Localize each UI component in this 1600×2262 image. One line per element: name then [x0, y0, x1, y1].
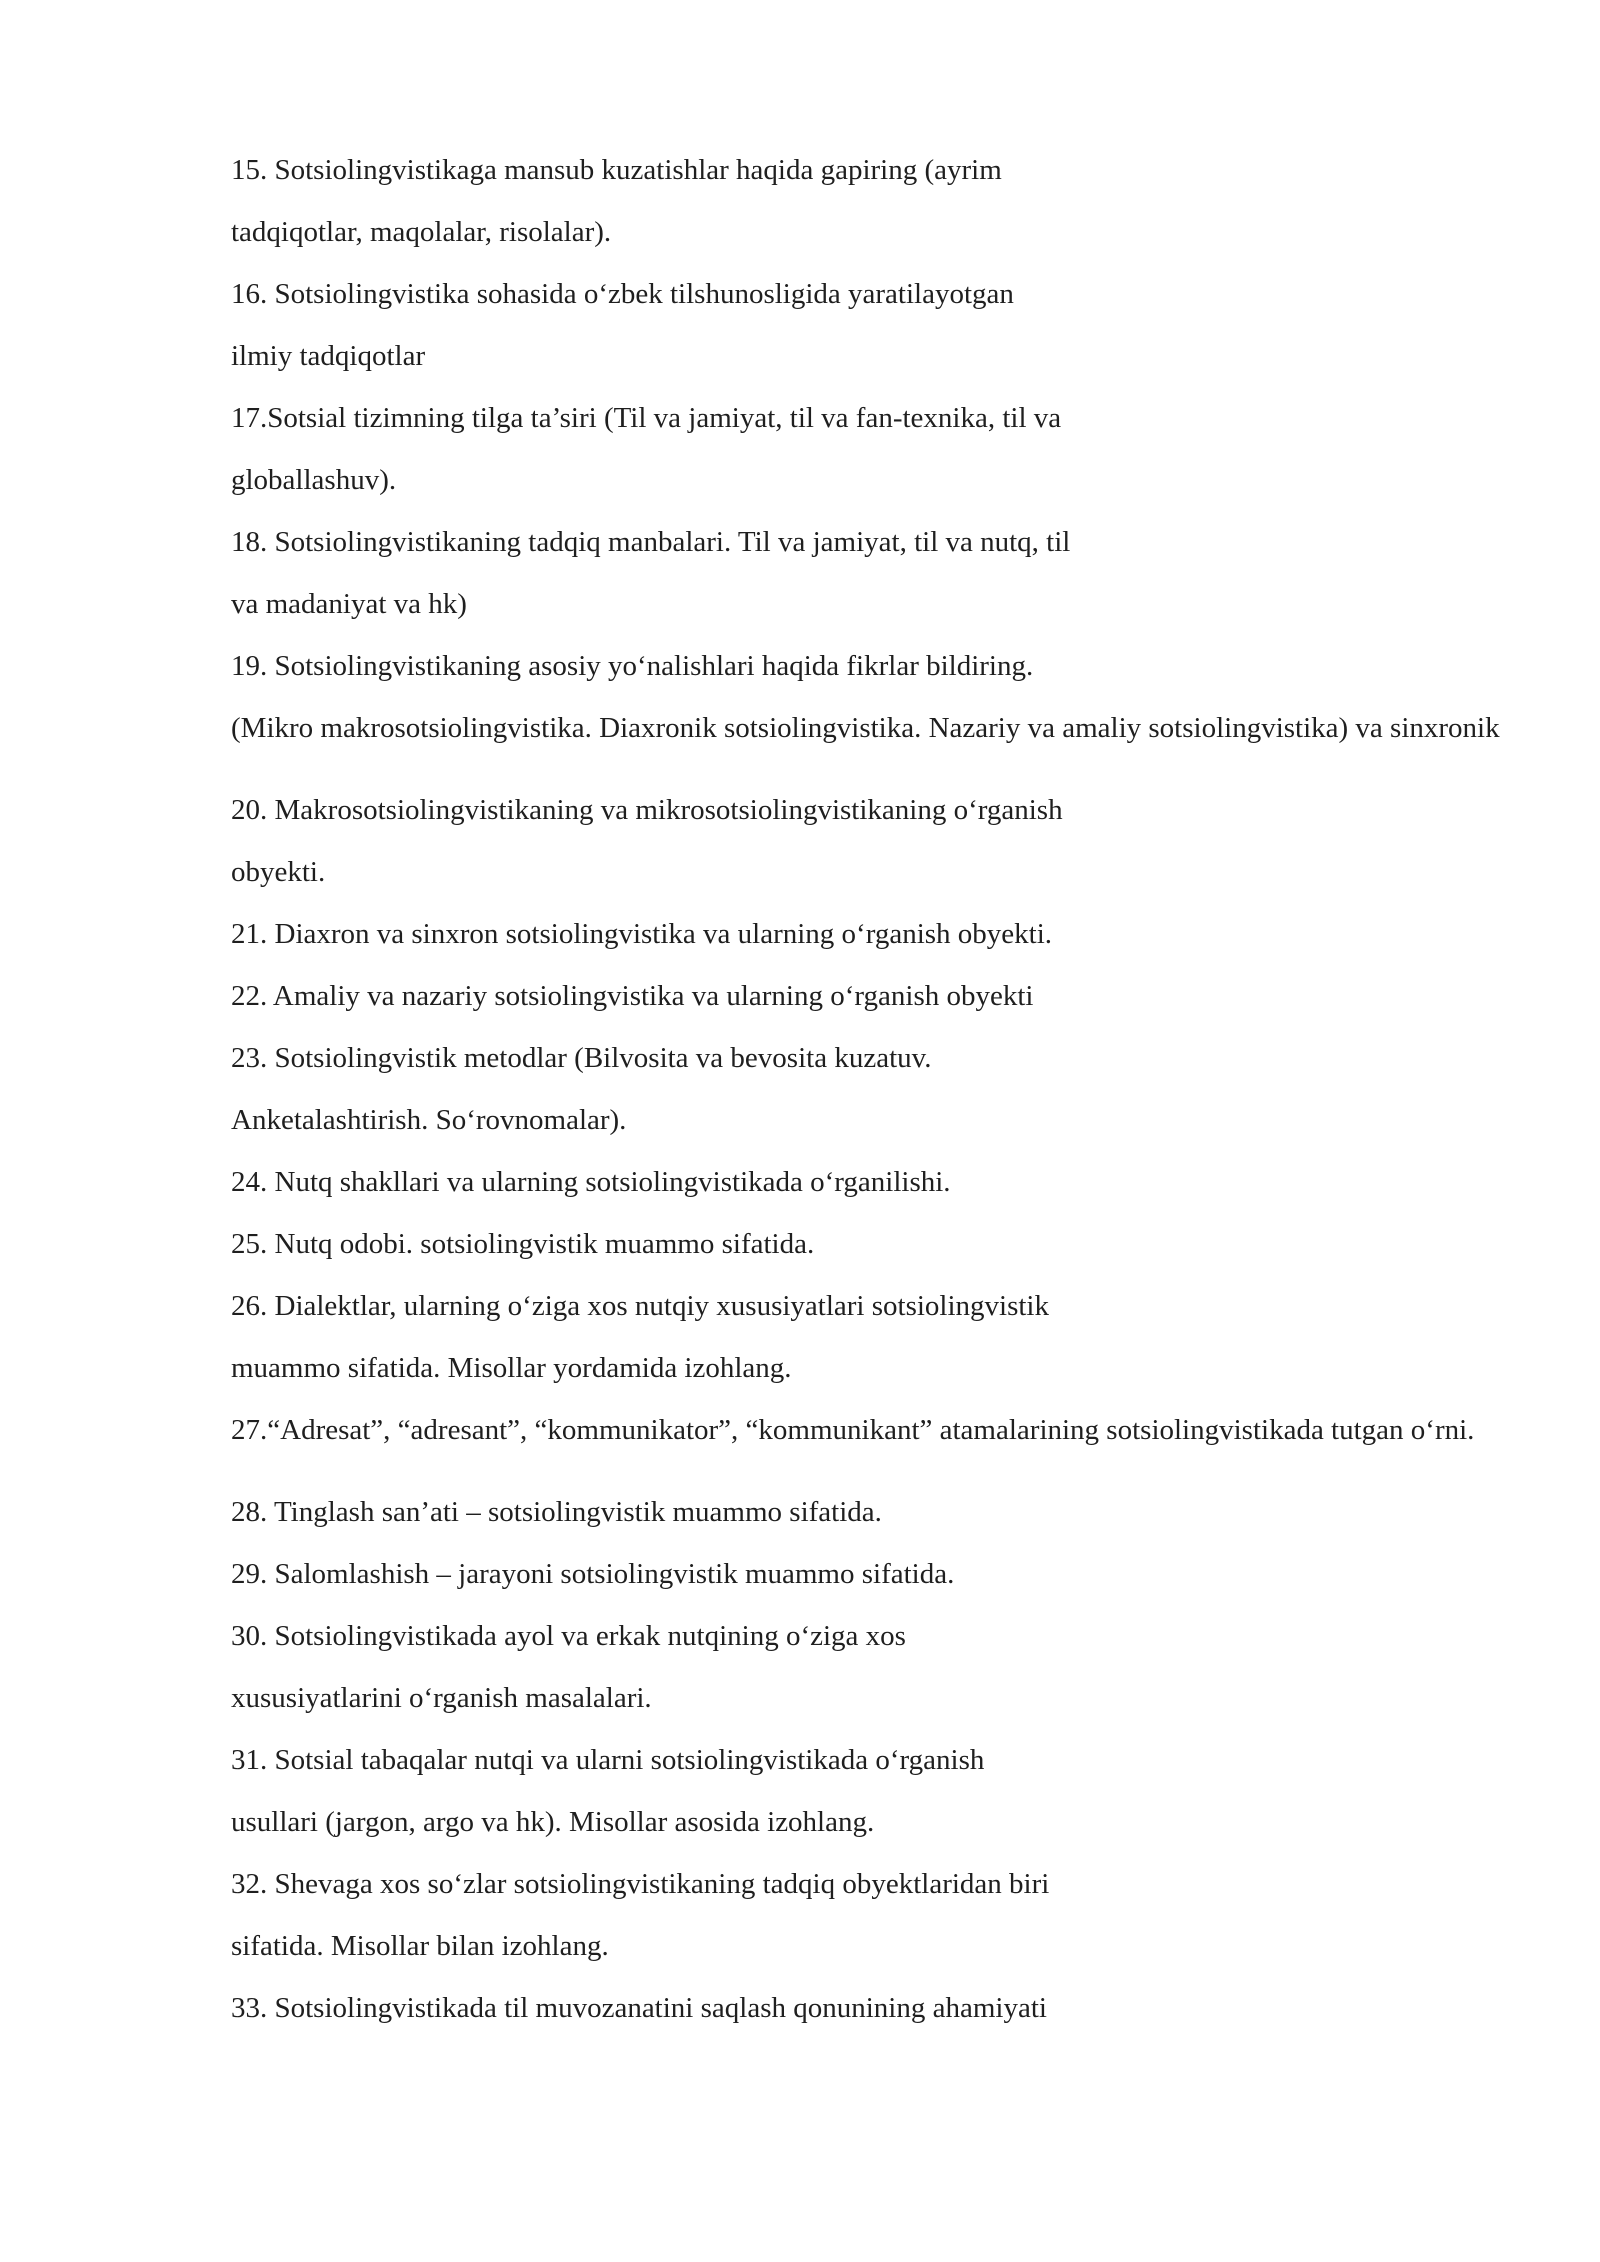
text-line: Anketalashtirish. So‘rovnomalar). — [231, 1104, 627, 1136]
question-list — [231, 150, 1521, 2050]
text-line: ilmiy tadqiqotlar — [231, 340, 426, 372]
text-line: 32. Shevaga xos so‘zlar sotsiolingvistikaning tadqiq obyektlaridan biri — [231, 1868, 1050, 1900]
text-line: (Mikro makrosotsiolingvistika. Diaxronik sotsiolingvistika. Nazariy va amaliy sotsiolingvistika) va sinxronik — [231, 712, 1500, 744]
text-line: 31. Sotsial tabaqalar nutqi va ularni sotsiolingvistikada o‘rganish — [231, 1744, 985, 1776]
text-line: obyekti. — [231, 856, 326, 888]
text-line: 19. Sotsiolingvistikaning asosiy yo‘nalishlari haqida fikrlar bildiring. — [231, 650, 1034, 682]
text-line: 27.“Adresat”, “adresant”, “kommunikator”, “kommunikant” atamalarining sotsiolingvistikada tutgan o‘rni. — [231, 1414, 1475, 1446]
text-line: 16. Sotsiolingvistika sohasida o‘zbek tilshunosligida yaratilayotgan — [231, 278, 1014, 310]
text-line: 21. Diaxron va sinxron sotsiolingvistika va ularning o‘rganish obyekti. — [231, 918, 1053, 950]
text-line: 25. Nutq odobi. sotsiolingvistik muammo sifatida. — [231, 1228, 815, 1260]
text-line: usullari (jargon, argo va hk). Misollar asosida izohlang. — [231, 1806, 875, 1838]
text-line: 29. Salomlashish – jarayoni sotsiolingvistik muammo sifatida. — [231, 1558, 955, 1590]
text-line: 23. Sotsiolingvistik metodlar (Bilvosita va bevosita kuzatuv. — [231, 1042, 932, 1074]
text-line: 15. Sotsiolingvistikaga mansub kuzatishlar haqida gapiring (ayrim — [231, 154, 1002, 186]
text-line: tadqiqotlar, maqolalar, risolalar). — [231, 216, 612, 248]
text-line: 28. Tinglash san’ati – sotsiolingvistik muammo sifatida. — [231, 1496, 882, 1528]
text-line: 18. Sotsiolingvistikaning tadqiq manbalari. Til va jamiyat, til va nutq, til — [231, 526, 1071, 558]
text-line: sifatida. Misollar bilan izohlang. — [231, 1930, 609, 1962]
text-line: 17.Sotsial tizimning tilga ta’siri (Til va jamiyat, til va fan-texnika, til va — [231, 402, 1062, 434]
text-line: globallashuv). — [231, 464, 397, 496]
text-line: 33. Sotsiolingvistikada til muvozanatini saqlash qonunining ahamiyati — [231, 1992, 1047, 2024]
text-line: 30. Sotsiolingvistikada ayol va erkak nutqining o‘ziga xos — [231, 1620, 906, 1652]
text-line: xususiyatlarini o‘rganish masalalari. — [231, 1682, 652, 1714]
text-line: 24. Nutq shakllari va ularning sotsiolingvistikada o‘rganilishi. — [231, 1166, 951, 1198]
text-line: 20. Makrosotsiolingvistikaning va mikrosotsiolingvistikaning o‘rganish — [231, 794, 1063, 826]
text-line: 22. Amaliy va nazariy sotsiolingvistika va ularning o‘rganish obyekti — [231, 980, 1034, 1012]
text-line: va madaniyat va hk) — [231, 588, 467, 620]
text-line: muammo sifatida. Misollar yordamida izohlang. — [231, 1352, 792, 1384]
text-line: 26. Dialektlar, ularning o‘ziga xos nutqiy xususiyatlari sotsiolingvistik — [231, 1290, 1049, 1322]
